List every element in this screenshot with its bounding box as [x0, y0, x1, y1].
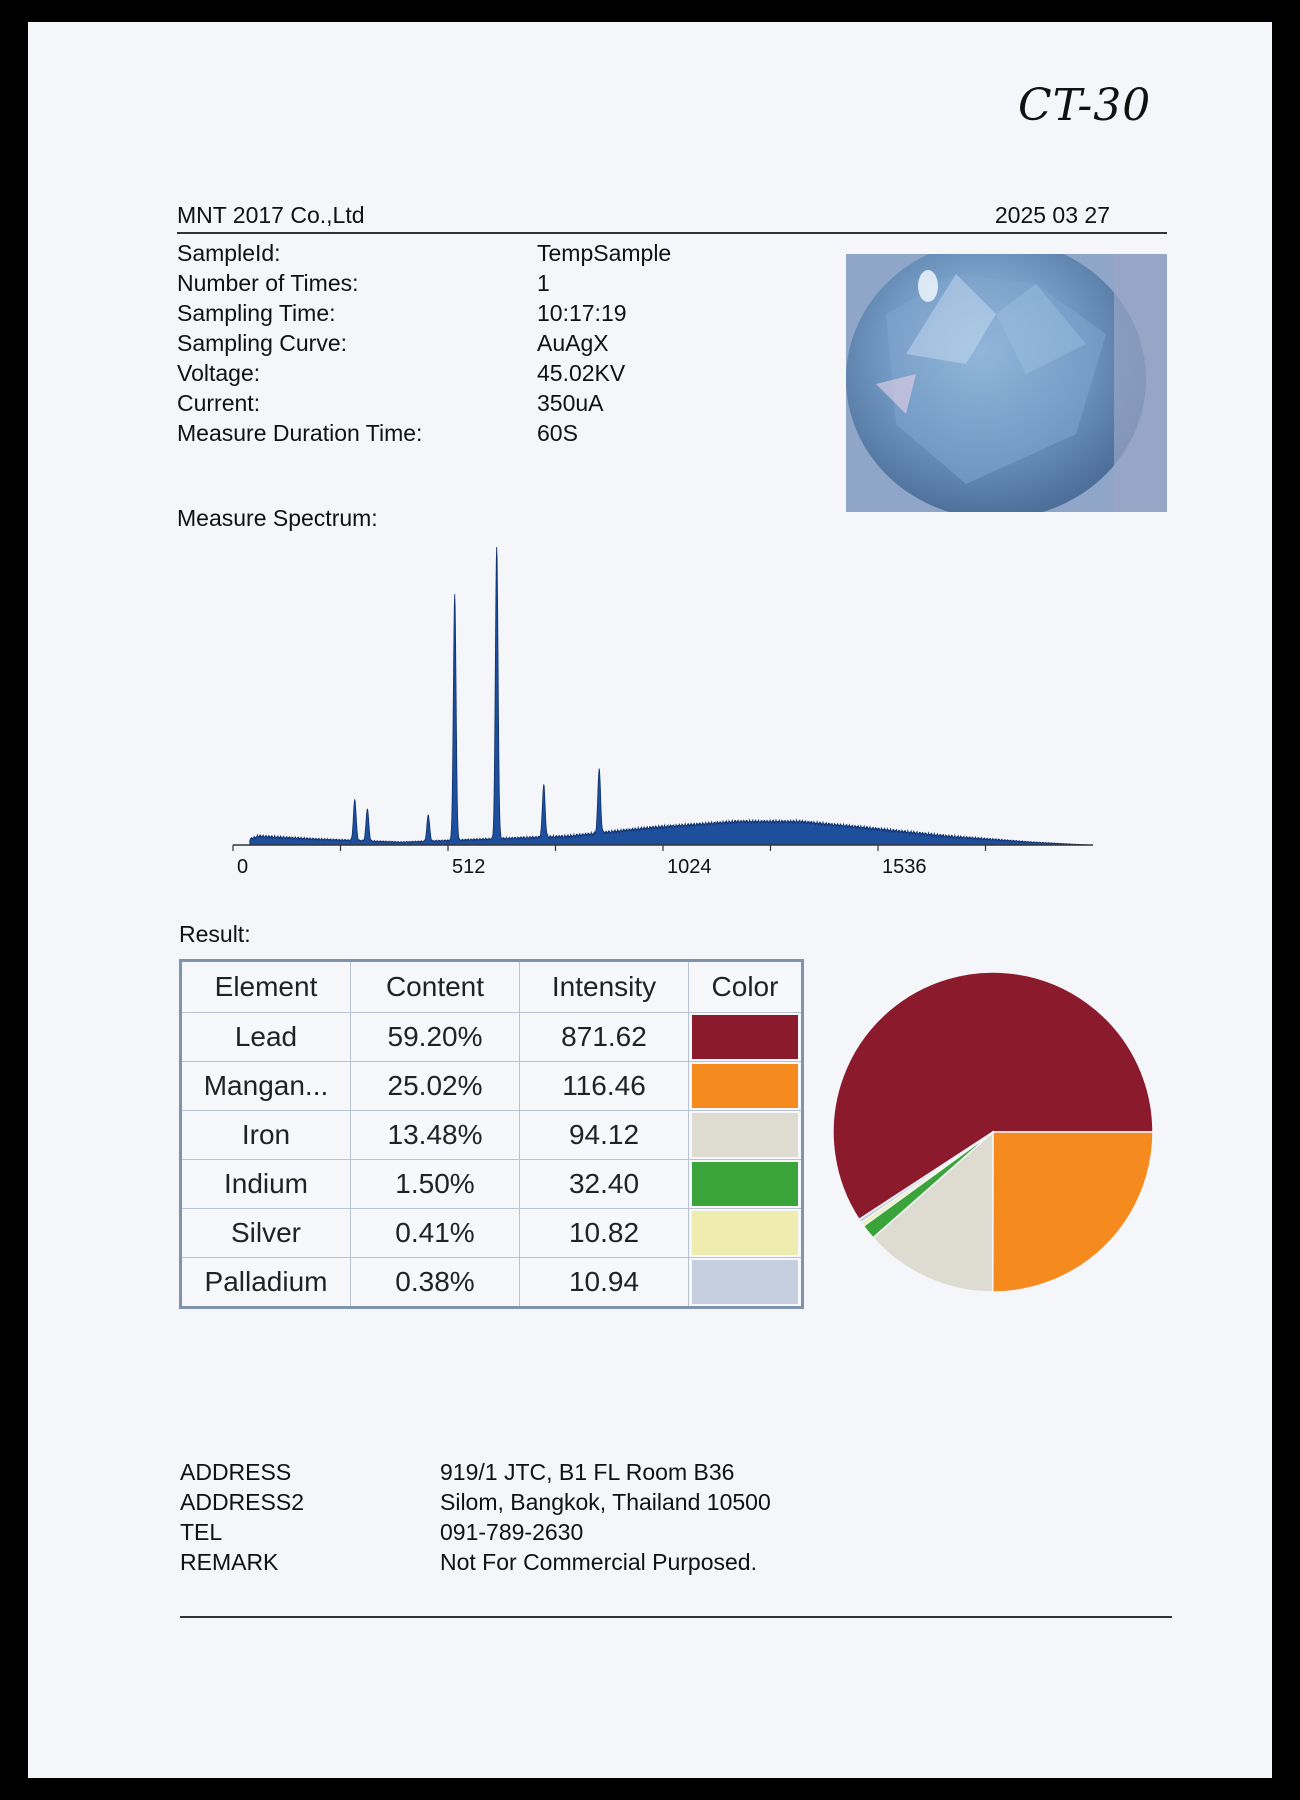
address-value: 091-789-2630 [440, 1519, 584, 1545]
address-label: TEL [180, 1519, 223, 1545]
footer-divider [180, 1616, 1172, 1618]
element-cell: Mangan... [181, 1062, 351, 1111]
handwritten-mark: CT-30 [1018, 80, 1152, 131]
info-row-sample-id [177, 240, 737, 270]
intensity-cell: 871.62 [520, 1013, 689, 1062]
color-swatch [692, 1015, 798, 1059]
table-row [181, 1013, 803, 1062]
x-tick-label: 1536 [882, 856, 927, 878]
color-swatch [692, 1260, 798, 1304]
info-label: Sampling Time: [177, 300, 336, 326]
color-cell [689, 1062, 803, 1111]
company-name: MNT 2017 Co.,Ltd [177, 202, 365, 228]
info-label: Current: [177, 390, 261, 416]
intensity-cell: 32.40 [520, 1160, 689, 1209]
x-tick-label: 1024 [667, 856, 712, 878]
address-row [180, 1459, 900, 1489]
color-swatch [692, 1113, 798, 1157]
content-cell: 59.20% [351, 1013, 520, 1062]
intensity-cell: 116.46 [520, 1062, 689, 1111]
spectrum-chart [223, 547, 1123, 892]
info-value: 1 [537, 270, 550, 296]
color-swatch [692, 1064, 798, 1108]
x-tick-label: 0 [237, 856, 249, 878]
info-value: TempSample [537, 240, 672, 266]
element-cell: Indium [181, 1160, 351, 1209]
spectrum-label: Measure Spectrum: [177, 505, 378, 531]
report-date: 2025 03 27 [994, 202, 1110, 228]
address-label: REMARK [180, 1549, 279, 1575]
info-row-current [177, 390, 737, 420]
tel-row [180, 1519, 900, 1549]
info-label: SampleId: [177, 240, 281, 266]
element-cell: Silver [181, 1209, 351, 1258]
x-tick-label: 512 [452, 856, 486, 878]
column-header-intensity: Intensity [520, 961, 689, 1013]
info-value: 45.02KV [537, 360, 626, 386]
info-row-measure-duration [177, 420, 737, 450]
table-header-row [181, 961, 803, 1013]
info-row-number-of-times [177, 270, 737, 300]
table-row [181, 1062, 803, 1111]
address-label: ADDRESS [180, 1459, 292, 1485]
info-row-sampling-curve [177, 330, 737, 360]
info-row-voltage [177, 360, 737, 390]
sample-photo [846, 254, 1167, 512]
color-cell [689, 1160, 803, 1209]
intensity-cell: 10.94 [520, 1258, 689, 1308]
color-swatch [692, 1162, 798, 1206]
table-row [181, 1209, 803, 1258]
table-row [181, 1111, 803, 1160]
composition-pie-chart [828, 967, 1158, 1297]
color-cell [689, 1258, 803, 1308]
info-label: Number of Times: [177, 270, 359, 296]
intensity-cell: 10.82 [520, 1209, 689, 1258]
intensity-cell: 94.12 [520, 1111, 689, 1160]
content-cell: 1.50% [351, 1160, 520, 1209]
report-page [28, 22, 1272, 1778]
content-cell: 13.48% [351, 1111, 520, 1160]
info-label: Voltage: [177, 360, 261, 386]
info-value: 350uA [537, 390, 604, 416]
info-row-sampling-time [177, 300, 737, 330]
table-row [181, 1160, 803, 1209]
address-value: 919/1 JTC, B1 FL Room B36 [440, 1459, 735, 1485]
element-cell: Iron [181, 1111, 351, 1160]
address2-row [180, 1489, 900, 1519]
column-header-color: Color [689, 961, 803, 1013]
column-header-element: Element [181, 961, 351, 1013]
info-value: AuAgX [537, 330, 609, 356]
table-row [181, 1258, 803, 1308]
element-cell: Palladium [181, 1258, 351, 1308]
column-header-content: Content [351, 961, 520, 1013]
content-cell: 25.02% [351, 1062, 520, 1111]
result-table [179, 959, 804, 1309]
info-label: Sampling Curve: [177, 330, 348, 356]
address-value: Silom, Bangkok, Thailand 10500 [440, 1489, 771, 1515]
result-label: Result: [179, 921, 251, 947]
info-value: 10:17:19 [537, 300, 627, 326]
content-cell: 0.38% [351, 1258, 520, 1308]
color-cell [689, 1111, 803, 1160]
color-cell [689, 1013, 803, 1062]
spectrum-area [250, 547, 1092, 845]
address-value: Not For Commercial Purposed. [440, 1549, 757, 1575]
address-label: ADDRESS2 [180, 1489, 304, 1515]
content-cell: 0.41% [351, 1209, 520, 1258]
color-cell [689, 1209, 803, 1258]
header-divider [177, 232, 1167, 234]
info-value: 60S [537, 420, 578, 446]
info-label: Measure Duration Time: [177, 420, 423, 446]
element-cell: Lead [181, 1013, 351, 1062]
remark-row [180, 1549, 900, 1579]
pie-slice-mangan [993, 1132, 1153, 1292]
color-swatch [692, 1211, 798, 1255]
